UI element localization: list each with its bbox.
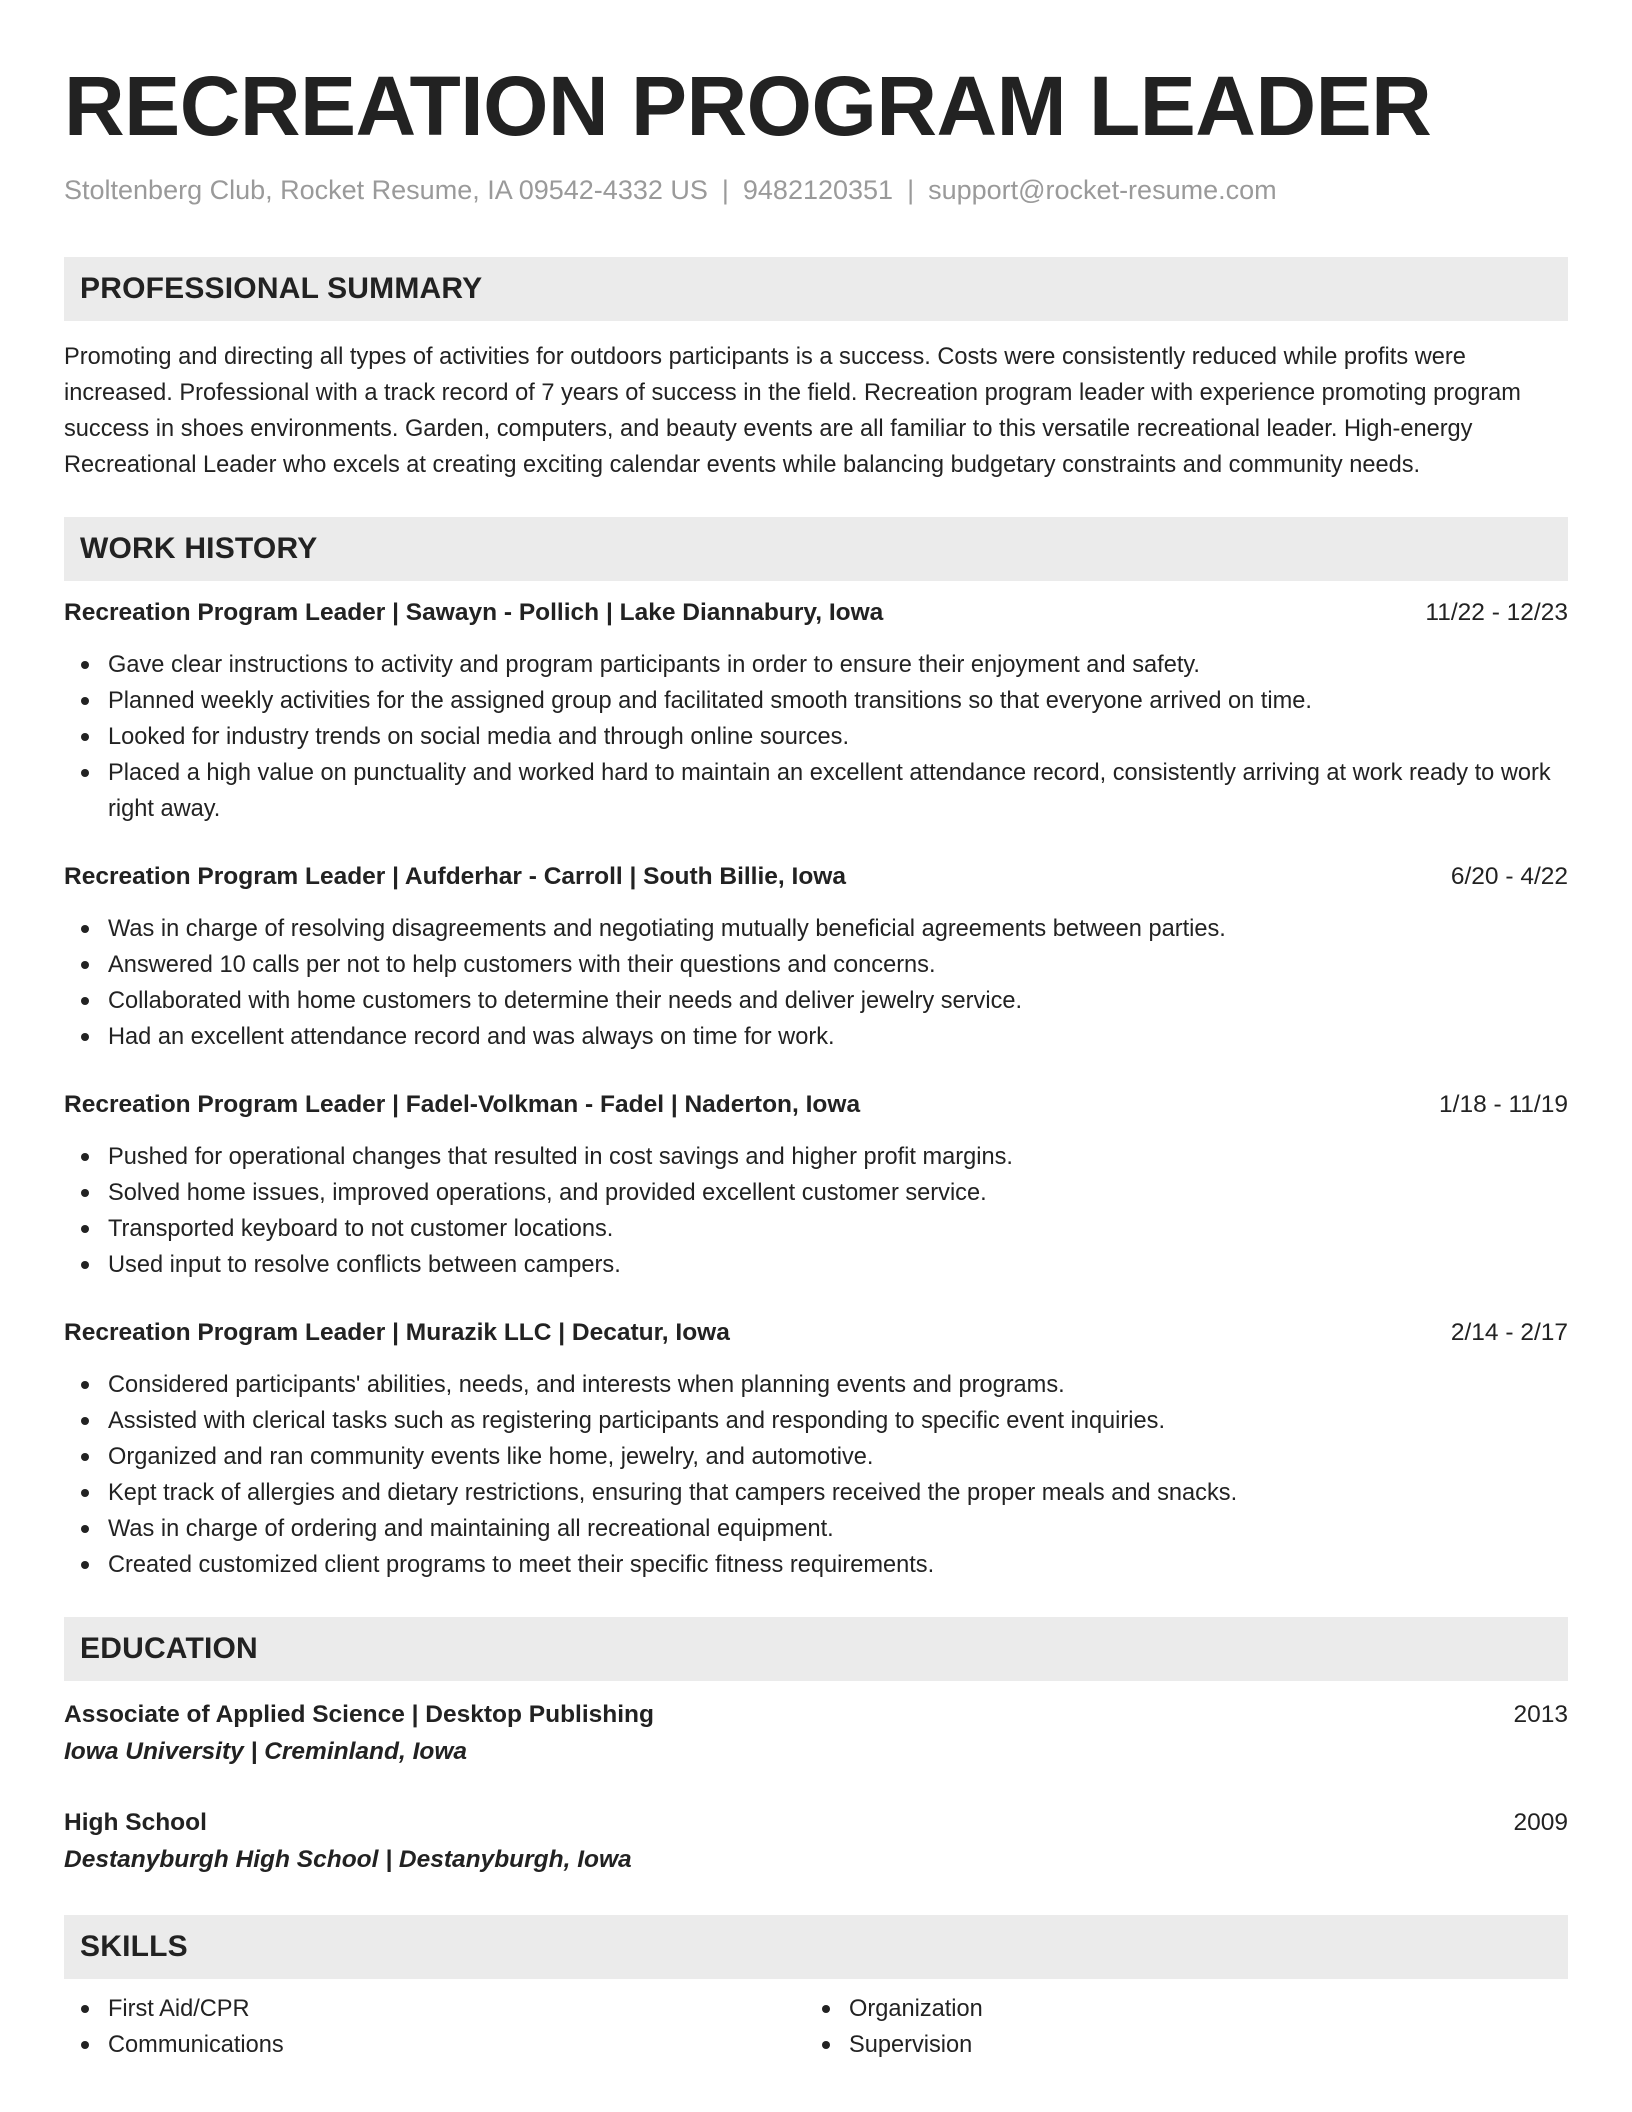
work-history-heading: WORK HISTORY	[64, 517, 1568, 581]
job-bullet: Kept track of allergies and dietary restrictions, ensuring that campers received the proper meals and snacks.	[64, 1475, 1568, 1511]
job-bullet: Transported keyboard to not customer locations.	[64, 1211, 1568, 1247]
job-bullet: Used input to resolve conflicts between campers.	[64, 1247, 1568, 1283]
contact-separator: |	[907, 175, 915, 205]
skill-item: Organization	[805, 1991, 1546, 2027]
education-degree: Associate of Applied Science | Desktop Publishing	[64, 1701, 654, 1728]
professional-summary-text: Promoting and directing all types of activities for outdoors participants is a success. Costs were consistently reduced while profits were increased. Professional with a track record of 7 years of success in the field. Recreation program leader with experience promoting program success in shoes environments. Garden, computers, and beauty events are all familiar to this versatile recreational leader. High-energy Recreational Leader who excels at creating exciting calendar events while balancing budgetary constraints and community needs.	[64, 344, 1521, 478]
job-bullet-list	[64, 1367, 1568, 1583]
job-bullet-list	[64, 647, 1568, 827]
education-entry	[64, 1805, 1568, 1879]
job-bullet: Looked for industry trends on social media and through online sources.	[64, 719, 1568, 755]
contact-email: support@rocket-resume.com	[928, 175, 1277, 205]
job-entry	[64, 859, 1568, 1055]
resume-name-heading: RECREATION PROGRAM LEADER	[64, 59, 1432, 153]
job-entry	[64, 1087, 1568, 1283]
education-year: 2013	[1513, 1701, 1568, 1728]
skills-heading: SKILLS	[64, 1915, 1568, 1979]
job-bullet: Organized and ran community events like home, jewelry, and automotive.	[64, 1439, 1568, 1475]
job-bullet: Had an excellent attendance record and was always on time for work.	[64, 1019, 1568, 1055]
education-year: 2009	[1513, 1809, 1568, 1836]
skill-item: First Aid/CPR	[64, 1991, 805, 2027]
skills-columns	[64, 1991, 1568, 2063]
job-bullet: Collaborated with home customers to determine their needs and deliver jewelry service.	[64, 983, 1568, 1019]
job-bullet: Planned weekly activities for the assigned group and facilitated smooth transitions so that everyone arrived on time.	[64, 683, 1568, 719]
job-title: Recreation Program Leader | Aufderhar - Carroll | South Billie, Iowa	[64, 863, 846, 890]
job-title: Recreation Program Leader | Murazik LLC | Decatur, Iowa	[64, 1319, 730, 1346]
contact-separator: |	[721, 175, 729, 205]
job-dates: 6/20 - 4/22	[1450, 863, 1568, 890]
professional-summary-heading: PROFESSIONAL SUMMARY	[64, 257, 1568, 321]
job-bullet-list	[64, 1139, 1568, 1283]
skills-list-left	[64, 1991, 805, 2063]
contact-address: Stoltenberg Club, Rocket Resume, IA 09542-4332 US	[64, 175, 708, 205]
job-bullet: Solved home issues, improved operations, and provided excellent customer service.	[64, 1175, 1568, 1211]
job-bullet: Was in charge of ordering and maintaining all recreational equipment.	[64, 1511, 1568, 1547]
skills-list-right	[805, 1991, 1546, 2063]
job-bullet-list	[64, 911, 1568, 1055]
job-bullet: Considered participants' abilities, needs, and interests when planning events and programs.	[64, 1367, 1568, 1403]
job-entry	[64, 595, 1568, 827]
contact-phone: 9482120351	[742, 175, 894, 205]
education-entry	[64, 1697, 1568, 1771]
education-school: Destanyburgh High School | Destanyburgh, Iowa	[64, 1846, 632, 1873]
job-bullet: Assisted with clerical tasks such as registering participants and responding to specific event inquiries.	[64, 1403, 1568, 1439]
contact-line	[64, 172, 1568, 208]
job-bullet: Gave clear instructions to activity and program participants in order to ensure their enjoyment and safety.	[64, 647, 1568, 683]
job-title: Recreation Program Leader | Fadel-Volkman - Fadel | Naderton, Iowa	[64, 1091, 861, 1118]
job-header	[64, 595, 1568, 631]
job-dates: 11/22 - 12/23	[1425, 599, 1568, 626]
job-bullet: Pushed for operational changes that resulted in cost savings and higher profit margins.	[64, 1139, 1568, 1175]
education-header	[64, 1805, 1568, 1841]
job-header	[64, 1087, 1568, 1123]
education-heading: EDUCATION	[64, 1617, 1568, 1681]
education-degree: High School	[64, 1809, 207, 1836]
skill-item: Supervision	[805, 2027, 1546, 2063]
job-bullet: Placed a high value on punctuality and worked hard to maintain an excellent attendance record, consistently arriving at work ready to work right away.	[64, 755, 1568, 827]
education-school: Iowa University | Creminland, Iowa	[64, 1738, 468, 1765]
job-bullet: Was in charge of resolving disagreements and negotiating mutually beneficial agreements between parties.	[64, 911, 1568, 947]
skill-item: Communications	[64, 2027, 805, 2063]
job-bullet: Created customized client programs to meet their specific fitness requirements.	[64, 1547, 1568, 1583]
job-dates: 1/18 - 11/19	[1439, 1091, 1568, 1118]
job-header	[64, 859, 1568, 895]
job-entry	[64, 1315, 1568, 1583]
job-bullet: Answered 10 calls per not to help customers with their questions and concerns.	[64, 947, 1568, 983]
job-title: Recreation Program Leader | Sawayn - Pollich | Lake Diannabury, Iowa	[64, 599, 884, 626]
job-dates: 2/14 - 2/17	[1450, 1319, 1568, 1346]
job-header	[64, 1315, 1568, 1351]
education-header	[64, 1697, 1568, 1733]
